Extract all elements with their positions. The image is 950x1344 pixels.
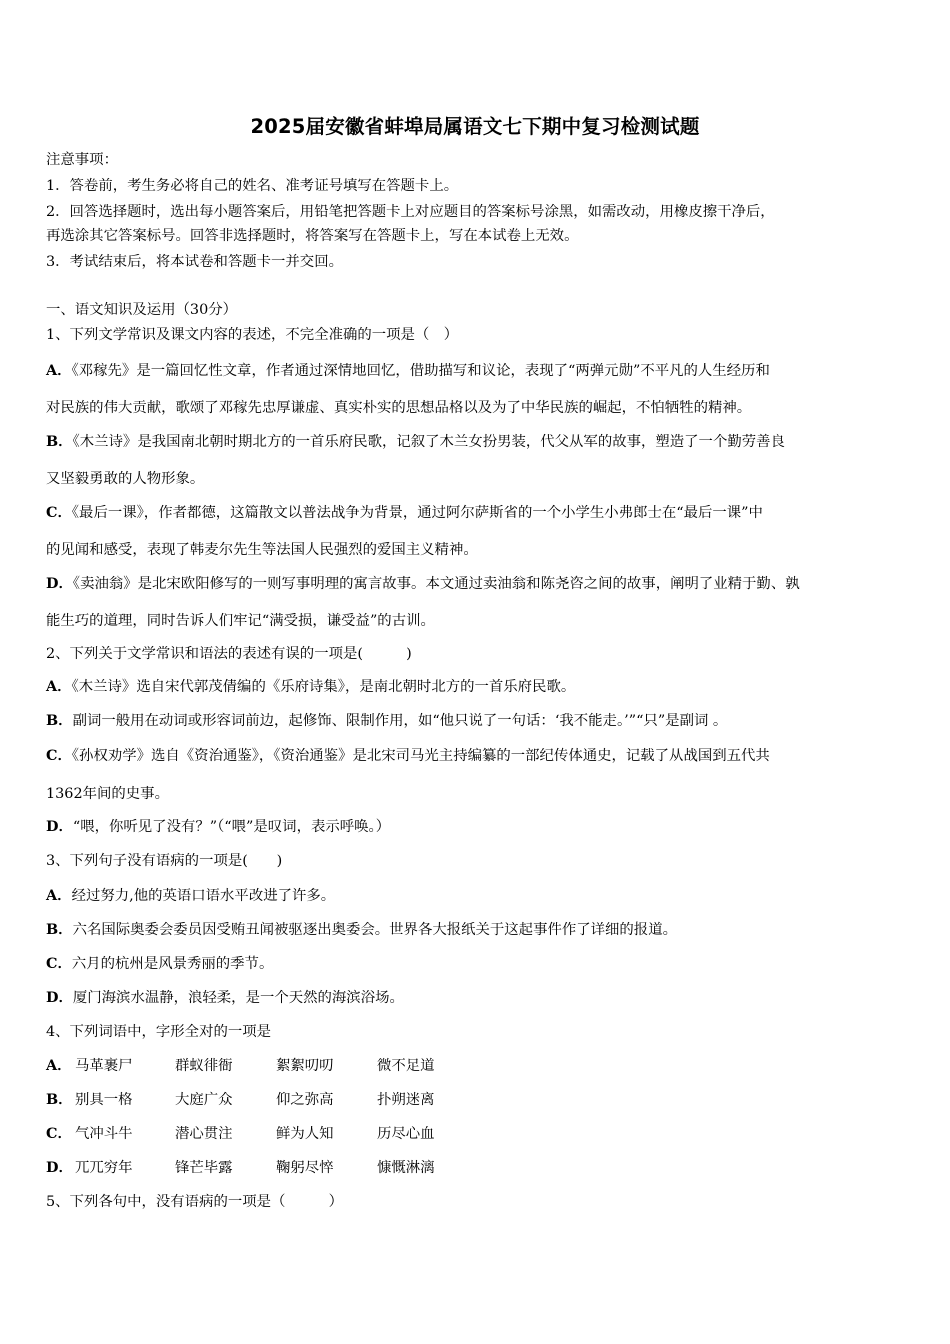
q4-a-word-3: 絮絮叨叨 [276, 1058, 334, 1074]
q1-option-c-cont: 的见闻和感受，表现了韩麦尔先生等法国人民强烈的爱国主义精神。 [46, 542, 478, 558]
q4-a-word-4: 微不足道 [377, 1058, 435, 1074]
q4-d-word-2: 锋芒毕露 [175, 1160, 233, 1176]
q4-c-word-4: 历尽心血 [377, 1126, 435, 1142]
q4-d-word-4: 慷慨淋漓 [377, 1160, 435, 1176]
q3-option-b [46, 920, 677, 940]
q4-a-word-1: 马革裹尸 [75, 1058, 133, 1074]
question-4-stem: 4、下列词语中，字形全对的一项是 [46, 1024, 272, 1040]
q4-b-word-3: 仰之弥高 [276, 1092, 334, 1108]
q4-d-word-3: 鞠躬尽悴 [276, 1160, 334, 1176]
option-label: D． [46, 818, 73, 835]
q1-option-d-cont: 能生巧的道理，同时告诉人们牢记“满受损，谦受益”的古训。 [46, 613, 435, 629]
option-label: D． [46, 575, 73, 592]
q4-option-a-label [46, 1056, 72, 1076]
q1-option-a [46, 361, 770, 381]
q2-option-c-cont: 1362年间的史事。 [46, 786, 169, 802]
option-label: A． [46, 1057, 72, 1074]
q3-option-c [46, 954, 273, 974]
notice-item-3: 3．考试结束后，将本试卷和答题卡一并交回。 [46, 254, 343, 270]
option-label: A． [46, 678, 72, 695]
q3-option-d [46, 988, 404, 1008]
q4-c-word-1: 气冲斗牛 [75, 1126, 133, 1142]
option-text: 《最后一课》，作者都德，这篇散文以普法战争为背景，通过阿尔萨斯省的一个小学生小弗郎士在“最后一课”中 [71, 505, 763, 521]
option-text: 《邓稼先》是一篇回忆性文章，作者通过深情地回忆，借助描写和议论，表现了“两弹元勋”不平凡的人生经历和 [71, 363, 770, 379]
q2-option-b [46, 711, 727, 731]
option-label: C． [46, 747, 72, 764]
q1-option-a-cont: 对民族的伟大贡献，歌颂了邓稼先忠厚谦虚、真实朴实的思想品格以及为了中华民族的崛起，不怕牺牲的精神。 [46, 400, 752, 416]
option-text: “喂，你听见了没有？”（“喂”是叹词，表示呼唤。） [72, 819, 391, 835]
q1-option-b-cont: 又坚毅勇敢的人物形象。 [46, 471, 205, 487]
option-text: 厦门海滨水温静，浪轻柔，是一个天然的海滨浴场。 [72, 990, 404, 1006]
q4-c-word-2: 潜心贯注 [175, 1126, 233, 1142]
option-text: 副词一般用在动词或形容词前边，起修饰、限制作用，如“他只说了一句话：‘我不能走。’”“只”是副词 。 [72, 713, 728, 729]
option-text: 《木兰诗》选自宋代郭茂倩编的《乐府诗集》，是南北朝时北方的一首乐府民歌。 [71, 679, 576, 695]
notice-item-1: 1．答卷前，考生务必将自己的姓名、准考证号填写在答题卡上。 [46, 178, 459, 194]
q4-option-c-label [46, 1124, 72, 1144]
q3-option-a [46, 886, 335, 906]
notice-item-2-cont: 再选涂其它答案标号。回答非选择题时，将答案写在答题卡上，写在本试卷上无效。 [46, 228, 579, 244]
option-text: 《孙权劝学》选自《资治通鉴》，《资治通鉴》是北宋司马光主持编纂的一部纪传体通史，记载了从战国到五代共 [71, 748, 770, 764]
option-text: 《卖油翁》是北宋欧阳修写的一则写事明理的寓言故事。本文通过卖油翁和陈尧咨之间的故事，阐明了业精于勤、孰 [72, 576, 800, 592]
option-label: D． [46, 989, 73, 1006]
question-2-stem: 2、下列关于文学常识和语法的表述有误的一项是( ) [46, 646, 412, 662]
option-label: B． [46, 1091, 73, 1108]
q4-option-b-label [46, 1090, 73, 1110]
page-title: 2025届安徽省蚌埠局属语文七下期中复习检测试题 [250, 115, 700, 138]
q1-option-d [46, 574, 800, 594]
option-label: C． [46, 504, 72, 521]
q2-option-a [46, 677, 575, 697]
q4-b-word-2: 大庭广众 [175, 1092, 233, 1108]
q2-option-c [46, 746, 770, 766]
question-5-stem: 5、下列各句中，没有语病的一项是（ ） [46, 1194, 343, 1210]
q4-c-word-3: 鲜为人知 [276, 1126, 334, 1142]
q4-b-word-1: 别具一格 [75, 1092, 133, 1108]
option-label: B． [46, 712, 73, 729]
option-label: D． [46, 1159, 73, 1176]
section-heading: 一、语文知识及运用（30分） [46, 302, 237, 318]
q4-option-d-label [46, 1158, 73, 1178]
option-text: 经过努力,他的英语口语水平改进了许多。 [71, 888, 336, 904]
option-label: C． [46, 1125, 72, 1142]
question-3-stem: 3、下列句子没有语病的一项是( ) [46, 853, 283, 869]
q4-d-word-1: 兀兀穷年 [75, 1160, 133, 1176]
notice-heading: 注意事项： [46, 152, 118, 168]
option-label: A． [46, 887, 72, 904]
option-text: 《木兰诗》是我国南北朝时期北方的一首乐府民歌，记叙了木兰女扮男装，代父从军的故事，塑造了一个勤劳善良 [72, 434, 785, 450]
q4-a-word-2: 群蚁徘衙 [175, 1058, 233, 1074]
q1-option-b [46, 432, 785, 452]
option-label: B． [46, 921, 73, 938]
q2-option-d [46, 817, 390, 837]
option-text: 六名国际奥委会委员因受贿丑闻被驱逐出奥委会。世界各大报纸关于这起事件作了详细的报道。 [72, 922, 677, 938]
notice-item-2: 2．回答选择题时，选出每小题答案后，用铅笔把答题卡上对应题目的答案标号涂黑，如需改动，用橡皮擦干净后， [46, 204, 775, 220]
option-label: C． [46, 955, 72, 972]
option-label: B． [46, 433, 73, 450]
question-1-stem: 1、下列文学常识及课文内容的表述，不完全准确的一项是（ ） [46, 327, 459, 343]
option-label: A． [46, 362, 72, 379]
option-text: 六月的杭州是风景秀丽的季节。 [71, 956, 274, 972]
q4-b-word-4: 扑朔迷离 [377, 1092, 435, 1108]
q1-option-c [46, 503, 763, 523]
